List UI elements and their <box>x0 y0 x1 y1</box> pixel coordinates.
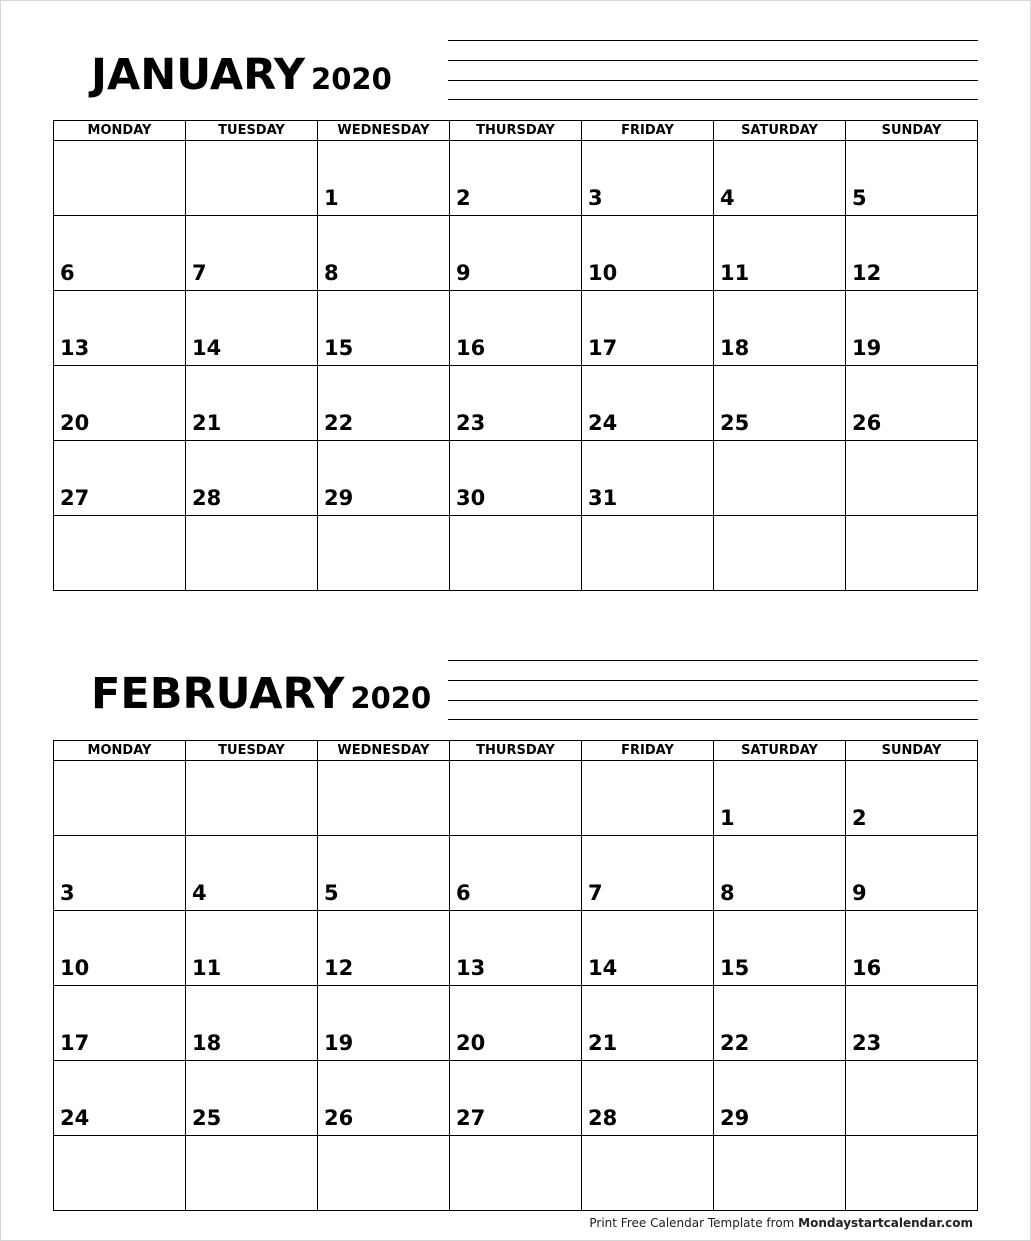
day-cell <box>318 761 450 835</box>
day-cell <box>846 761 977 835</box>
day-number: 15 <box>720 956 750 980</box>
day-number: 22 <box>720 1031 750 1055</box>
day-number: 12 <box>852 261 882 285</box>
week-row <box>54 761 977 836</box>
day-number: 3 <box>588 186 603 210</box>
day-number: 1 <box>720 806 735 830</box>
day-cell <box>846 986 977 1060</box>
day-cell <box>714 1061 846 1135</box>
day-number: 11 <box>192 956 222 980</box>
weekday-friday: FRIDAY <box>582 741 714 760</box>
day-cell <box>54 1136 186 1210</box>
weekday-sunday: SUNDAY <box>881 743 942 758</box>
day-number: 24 <box>588 411 618 435</box>
day-number: 28 <box>588 1106 618 1130</box>
day-number: 11 <box>720 261 750 285</box>
day-cell <box>846 1061 977 1135</box>
day-number: 14 <box>588 956 618 980</box>
day-number: 1 <box>324 186 339 210</box>
day-number: 27 <box>456 1106 486 1130</box>
day-cell <box>318 836 450 910</box>
weekday-friday: FRIDAY <box>582 121 714 140</box>
day-number: 5 <box>324 881 339 905</box>
weekday-monday: MONDAY <box>54 741 186 760</box>
weekday-wednesday: WEDNESDAY <box>318 741 450 760</box>
day-number: 15 <box>324 336 354 360</box>
weekday-saturday: SATURDAY <box>714 121 846 140</box>
day-number: 31 <box>588 486 618 510</box>
day-number: 2 <box>456 186 471 210</box>
day-number: 16 <box>456 336 486 360</box>
month-february <box>53 0 978 1241</box>
day-cell <box>186 911 318 985</box>
month-year: 2020 <box>311 62 392 96</box>
week-row <box>54 1136 977 1210</box>
day-number: 19 <box>852 336 882 360</box>
day-number: 18 <box>192 1031 222 1055</box>
day-number: 8 <box>720 881 735 905</box>
day-cell <box>54 911 186 985</box>
note-line <box>448 700 978 701</box>
day-cell <box>186 1136 318 1210</box>
day-number: 27 <box>60 486 90 510</box>
day-number: 25 <box>192 1106 222 1130</box>
day-number: 21 <box>588 1031 618 1055</box>
day-cell <box>582 911 714 985</box>
day-number: 12 <box>324 956 354 980</box>
day-cell <box>714 911 846 985</box>
day-number: 4 <box>192 881 207 905</box>
day-number: 22 <box>324 411 354 435</box>
day-cell <box>450 1061 582 1135</box>
month-name: JANUARY <box>91 50 306 100</box>
day-cell <box>714 986 846 1060</box>
day-number: 9 <box>852 881 867 905</box>
day-number: 29 <box>720 1106 750 1130</box>
day-cell <box>186 761 318 835</box>
month-title <box>91 669 431 719</box>
day-cell <box>54 761 186 835</box>
footer-credit <box>589 1216 973 1230</box>
day-cell <box>54 986 186 1060</box>
day-cell <box>318 986 450 1060</box>
day-cell <box>714 1136 846 1210</box>
day-cell <box>186 1061 318 1135</box>
day-number: 13 <box>456 956 486 980</box>
day-number: 13 <box>60 336 90 360</box>
note-line <box>448 719 978 720</box>
day-cell <box>450 836 582 910</box>
day-number: 16 <box>852 956 882 980</box>
day-cell <box>846 1136 977 1210</box>
weekday-thursday: THURSDAY <box>450 121 582 140</box>
calendar-grid <box>53 740 978 1211</box>
week-row <box>54 911 977 986</box>
day-number: 23 <box>456 411 486 435</box>
day-number: 8 <box>324 261 339 285</box>
day-number: 6 <box>456 881 471 905</box>
day-cell <box>186 986 318 1060</box>
weeks <box>54 761 977 1210</box>
day-cell <box>318 1136 450 1210</box>
day-number: 10 <box>60 956 90 980</box>
day-cell <box>54 836 186 910</box>
day-number: 21 <box>192 411 222 435</box>
day-cell <box>54 1061 186 1135</box>
day-number: 20 <box>456 1031 486 1055</box>
day-number: 20 <box>60 411 90 435</box>
note-line <box>448 660 978 661</box>
day-cell <box>582 1061 714 1135</box>
weekday-header <box>54 741 977 761</box>
day-number: 23 <box>852 1031 882 1055</box>
month-year: 2020 <box>350 681 432 715</box>
footer-site-link[interactable]: Mondaystartcalendar.com <box>798 1216 973 1230</box>
week-row <box>54 1061 977 1136</box>
weekday-saturday: SATURDAY <box>714 741 846 760</box>
day-cell <box>450 1136 582 1210</box>
day-number: 17 <box>588 336 618 360</box>
day-number: 25 <box>720 411 750 435</box>
day-cell <box>582 986 714 1060</box>
day-number: 28 <box>192 486 222 510</box>
month-name: FEBRUARY <box>91 669 345 719</box>
day-cell <box>582 1136 714 1210</box>
day-number: 26 <box>324 1106 354 1130</box>
weekday-wednesday: WEDNESDAY <box>318 121 450 140</box>
day-number: 3 <box>60 881 75 905</box>
day-cell <box>714 761 846 835</box>
day-number: 7 <box>192 261 207 285</box>
week-row <box>54 986 977 1061</box>
day-number: 9 <box>456 261 471 285</box>
day-number: 6 <box>60 261 75 285</box>
day-cell <box>186 836 318 910</box>
weekday-tuesday: TUESDAY <box>186 741 318 760</box>
note-line <box>448 680 978 681</box>
day-cell <box>450 761 582 835</box>
day-number: 19 <box>324 1031 354 1055</box>
day-number: 5 <box>852 186 867 210</box>
weekday-sunday: SUNDAY <box>881 123 942 138</box>
day-number: 26 <box>852 411 882 435</box>
day-number: 7 <box>588 881 603 905</box>
weekday-monday: MONDAY <box>54 121 186 140</box>
day-cell <box>582 836 714 910</box>
day-number: 24 <box>60 1106 90 1130</box>
footer-prefix: Print Free Calendar Template from <box>589 1216 799 1230</box>
day-number: 29 <box>324 486 354 510</box>
weekday-tuesday: TUESDAY <box>186 121 318 140</box>
day-number: 2 <box>852 806 867 830</box>
weekday-thursday: THURSDAY <box>450 741 582 760</box>
day-number: 30 <box>456 486 486 510</box>
day-cell <box>846 911 977 985</box>
week-row <box>54 836 977 911</box>
day-number: 14 <box>192 336 222 360</box>
day-cell <box>714 836 846 910</box>
day-cell <box>450 986 582 1060</box>
day-number: 18 <box>720 336 750 360</box>
day-cell <box>450 911 582 985</box>
day-cell <box>318 1061 450 1135</box>
day-number: 10 <box>588 261 618 285</box>
day-cell <box>318 911 450 985</box>
day-number: 4 <box>720 186 735 210</box>
day-cell <box>582 761 714 835</box>
day-number: 17 <box>60 1031 90 1055</box>
day-cell <box>846 836 977 910</box>
